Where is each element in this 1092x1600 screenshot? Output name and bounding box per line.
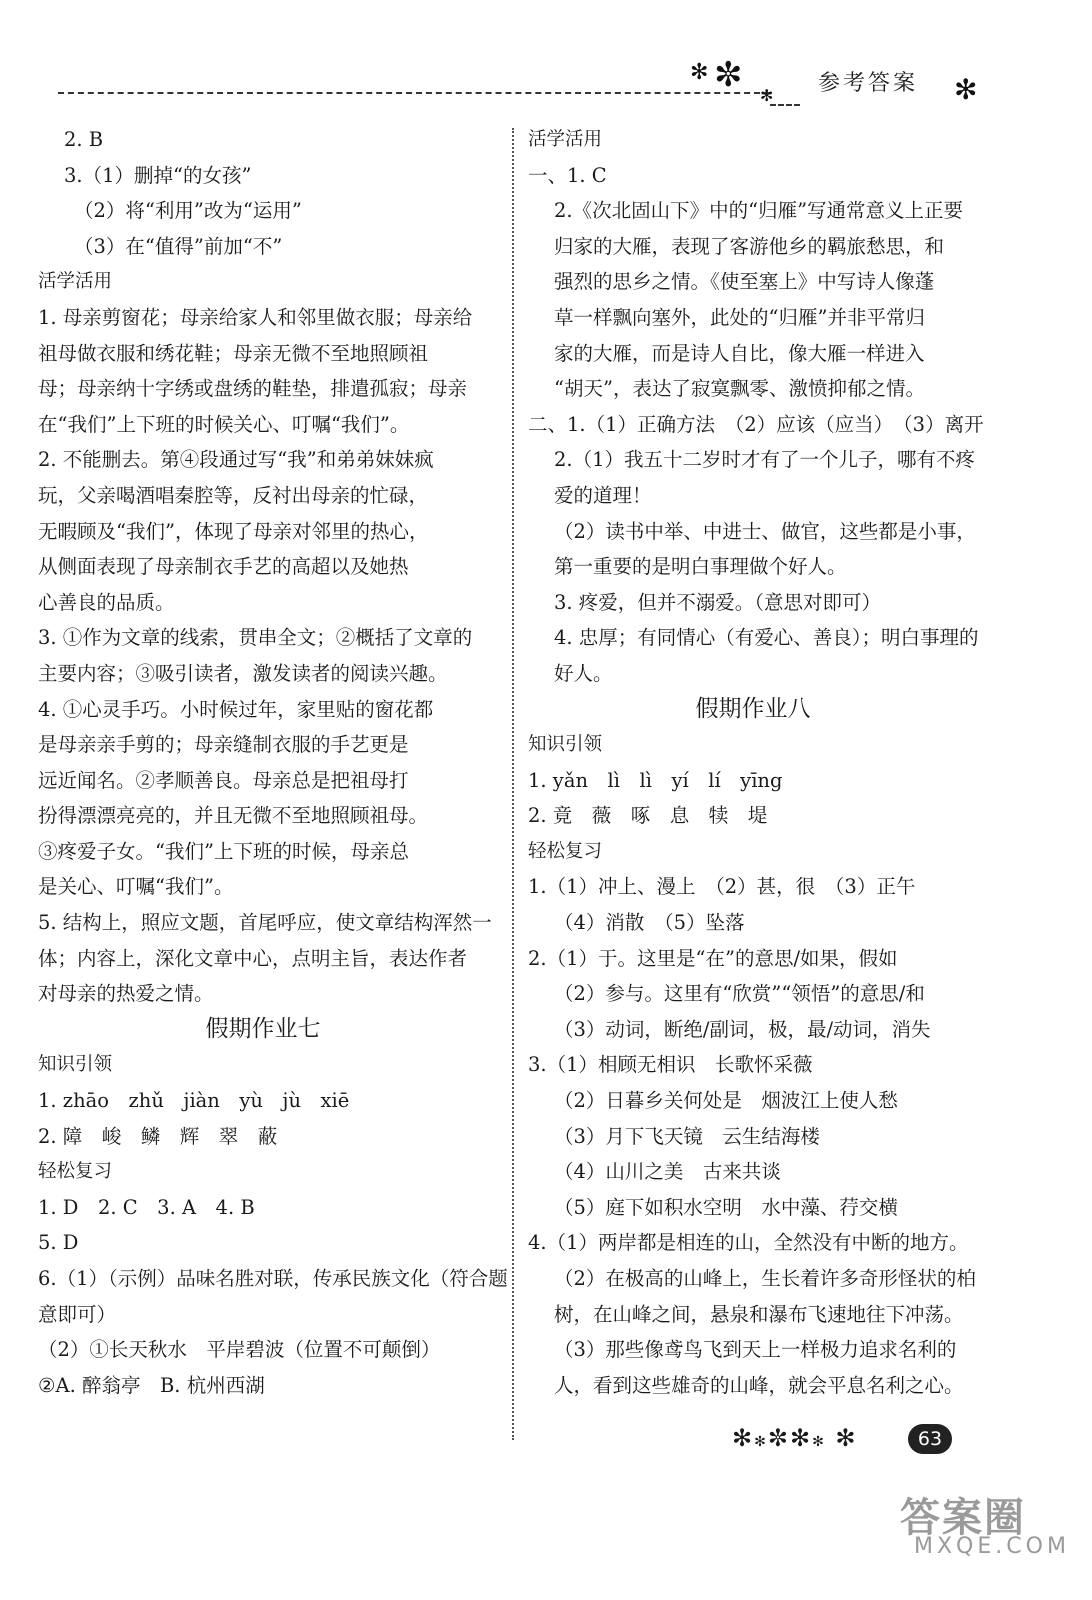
flower-icon: ✻ xyxy=(954,73,978,106)
answer-line: 好人。 xyxy=(554,661,613,685)
answer-line: （2）①长天秋水 平岸碧波（位置不可颠倒） xyxy=(38,1338,441,1362)
answer-line: 第一重要的是明白事理做个好人。 xyxy=(554,555,847,579)
right-column xyxy=(528,122,984,1403)
answer-line: 是关心、叮嘱“我们”。 xyxy=(38,875,234,899)
answer-line: （4）山川之美 古来共谈 xyxy=(554,1160,781,1184)
answer-line: 主要内容；③吸引读者，激发读者的阅读兴趣。 xyxy=(38,661,448,685)
section-title: 假期作业八 xyxy=(695,695,811,722)
answer-line: （2）参与。这里有“欣赏”“领悟”的意思/和 xyxy=(554,982,925,1006)
answer-line: 2.（1）我五十二岁时才有了一个儿子，哪有不疼 xyxy=(554,448,976,472)
answer-line: 是母亲亲手剪的；母亲缝制衣服的手艺更是 xyxy=(38,733,409,757)
section-title: 假期作业七 xyxy=(205,1015,321,1042)
answer-line: 6.（1）（示例）品味名胜对联，传承民族文化（符合题 xyxy=(38,1267,508,1290)
answer-line: 远近闻名。②孝顺善良。母亲总是把祖母打 xyxy=(38,768,409,792)
answer-line: 1. 母亲剪窗花；母亲给家人和邻里做衣服；母亲给 xyxy=(38,305,473,329)
answer-line: （2）读书中举、中进士、做官，这些都是小事， xyxy=(554,519,976,543)
answer-line: 体；内容上，深化文章中心，点明主旨，表达作者 xyxy=(38,946,468,970)
column-divider xyxy=(512,128,514,1440)
subsection-heading: 轻松复习 xyxy=(38,1161,113,1183)
answer-line: 3. 疼爱，但并不溺爱。（意思对即可） xyxy=(554,590,882,614)
answer-line: 1. D 2. C 3. A 4. B xyxy=(38,1195,255,1219)
flower-icon: ✻ xyxy=(690,60,709,85)
answer-line: 家的大雁，而是诗人自比，像大雁一样进入 xyxy=(554,341,925,365)
answer-line: 对母亲的热爱之情。 xyxy=(38,982,214,1006)
answer-line: 2.（1）于。这里是“在”的意思/如果，假如 xyxy=(528,946,898,970)
subsection-heading: 知识引领 xyxy=(38,1054,113,1076)
answer-line: 玩，父亲喝酒唱秦腔等，反衬出母亲的忙碌， xyxy=(38,483,429,507)
page-number: 63 xyxy=(908,1424,952,1454)
answer-line: 3.（1）删掉“的女孩” xyxy=(64,163,252,187)
watermark xyxy=(900,1486,1070,1559)
answer-line: 无暇顾及“我们”，体现了母亲对邻里的热心， xyxy=(38,519,429,543)
answer-line: 在“我们”上下班的时候关心、叮嘱“我们”。 xyxy=(38,412,410,436)
answer-line: 2. 障 峻 鳞 辉 翠 蔽 xyxy=(38,1124,278,1148)
answer-line: ③疼爱子女。“我们”上下班的时候，母亲总 xyxy=(38,839,409,863)
page-header-title: 参考答案 xyxy=(818,71,919,96)
answer-line: 4. 忠厚；有同情心（有爱心、善良）；明白事理的 xyxy=(554,626,979,650)
answer-line: 5. 结构上，照应文题，首尾呼应，使文章结构浑然一 xyxy=(38,911,492,935)
answer-line: （2）在极高的山峰上，生长着许多奇形怪状的柏 xyxy=(554,1267,976,1290)
subsection-heading: 轻松复习 xyxy=(528,840,603,862)
answer-line: （4）消散 （5）坠落 xyxy=(554,911,745,935)
answer-line: 4. ①心灵手巧。小时候过年，家里贴的窗花都 xyxy=(38,697,434,721)
answer-line: 意即可） xyxy=(38,1302,117,1326)
answer-line: 树，在山峰之间，悬泉和瀑布飞速地往下冲荡。 xyxy=(554,1302,964,1326)
answer-line: 2.《次北固山下》中的“归雁”写通常意义上正要 xyxy=(554,199,964,223)
answer-line: 2. 不能删去。第④段通过写“我”和弟弟妹妹疯 xyxy=(38,448,434,472)
answer-line: （2）日暮乡关何处是 烟波江上使人愁 xyxy=(554,1089,898,1113)
answer-line: 3. ①作为文章的线索，贯串全文；②概括了文章的 xyxy=(38,626,473,650)
answer-line: 1. yǎn lì lì yí lí yīng xyxy=(528,768,783,792)
answer-line: 草一样飘向塞外，此处的“归雁”并非平常归 xyxy=(554,305,925,329)
answer-line: 母；母亲纳十字绣或盘绣的鞋垫，排遣孤寂；母亲 xyxy=(38,377,468,401)
header-dashed-rule xyxy=(58,92,770,94)
answer-line: 心善良的品质。 xyxy=(38,590,175,614)
answer-line: 一、1. C xyxy=(528,163,607,187)
flower-icon: ✼ xyxy=(714,55,743,95)
answer-line: 扮得漂漂亮亮的，并且无微不至地照顾祖母。 xyxy=(38,804,429,828)
answer-line: 人，看到这些雄奇的山峰，就会平息名利之心。 xyxy=(554,1373,964,1397)
answer-line: 强烈的思乡之情。《使至塞上》中写诗人像蓬 xyxy=(554,270,935,294)
header-dashed-rule-tail xyxy=(770,104,800,106)
answer-line: （3）动词，断绝/副词，极，最/动词，消失 xyxy=(554,1017,931,1041)
answer-line: 5. D xyxy=(38,1231,79,1255)
answer-line: 爱的道理！ xyxy=(554,483,652,507)
watermark-logo: 答案圈 xyxy=(900,1495,1026,1541)
answer-line: 归家的大雁，表现了客游他乡的羁旅愁思，和 xyxy=(554,234,945,258)
flower-icon: ✻ xyxy=(760,86,774,105)
answer-line: （3）月下飞天镜 云生结海楼 xyxy=(554,1124,820,1148)
subsection-heading: 活学活用 xyxy=(528,129,603,150)
answer-line: 2. B xyxy=(64,128,104,151)
footer-flowers-icon: ✻✻✼✻✻ ✻ xyxy=(732,1424,858,1452)
answer-line: 4.（1）两岸都是相连的山，全然没有中断的地方。 xyxy=(528,1231,969,1255)
answer-line: “胡天”，表达了寂寞飘零、激愤抑郁之情。 xyxy=(554,377,925,401)
subsection-heading: 活学活用 xyxy=(38,271,113,293)
answer-line: 从侧面表现了母亲制衣手艺的高超以及她热 xyxy=(38,555,409,579)
answer-line: 1.（1）冲上、漫上 （2）甚，很 （3）正午 xyxy=(528,875,916,899)
answer-line: ②A. 醉翁亭 B. 杭州西湖 xyxy=(38,1373,265,1397)
answer-line: 祖母做衣服和绣花鞋；母亲无微不至地照顾祖 xyxy=(38,341,429,365)
answer-line: （5）庭下如积水空明 水中藻、荇交横 xyxy=(554,1195,898,1219)
watermark-url: MXQE.COM xyxy=(914,1534,1070,1559)
answer-line: 1. zhāo zhǔ jiàn yù jù xiē xyxy=(38,1089,350,1113)
answer-line: 2. 竟 薇 啄 息 犊 堤 xyxy=(528,804,768,828)
subsection-heading: 知识引领 xyxy=(528,734,603,756)
answer-line: 二、1.（1）正确方法 （2）应该（应当） （3）离开 xyxy=(528,412,984,436)
left-column xyxy=(38,122,508,1403)
answer-line: 3.（1）相顾无相识 长歌怀采薇 xyxy=(528,1053,813,1077)
answer-line: （3）那些像鸢鸟飞到天上一样极力追求名利的 xyxy=(554,1338,957,1362)
answer-line: （3）在“值得”前加“不” xyxy=(74,234,283,258)
answer-line: （2）将“利用”改为“运用” xyxy=(74,199,302,223)
